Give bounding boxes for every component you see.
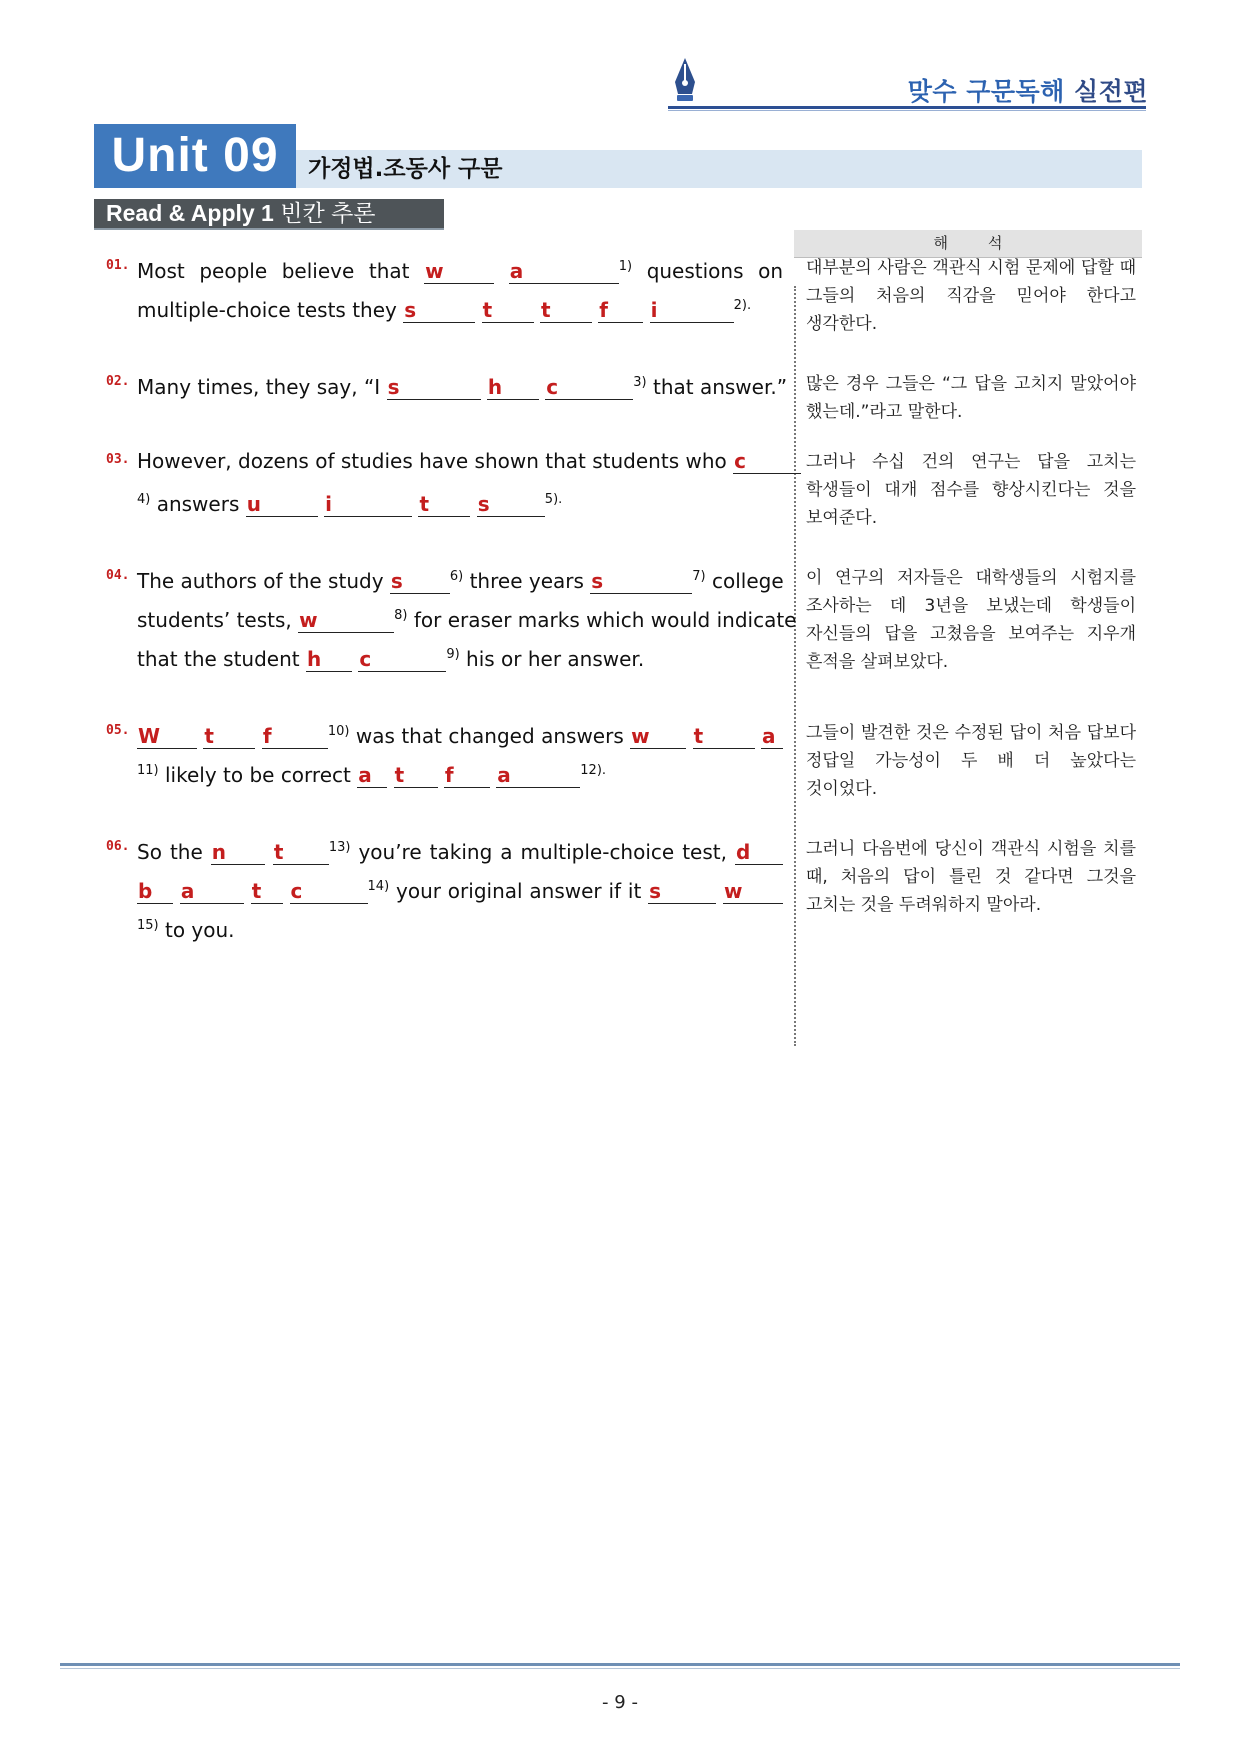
answer-blank[interactable]: a	[761, 724, 783, 749]
question-number: 05.	[106, 723, 130, 738]
question-line	[137, 252, 783, 286]
question-line	[137, 485, 783, 519]
header-rule	[668, 106, 1146, 109]
answer-blank[interactable]: w	[630, 724, 686, 749]
question-line	[137, 446, 783, 476]
header-rule-thin	[668, 110, 1146, 111]
unit-title: Unit 09	[94, 124, 296, 188]
brand-title-part1: 맞수 구문독해	[907, 77, 1065, 106]
blank-number: 13)	[328, 840, 351, 855]
answer-blank[interactable]: s	[477, 492, 545, 517]
question-number: 06.	[106, 839, 130, 854]
answer-blank[interactable]: t	[273, 840, 329, 865]
answer-blank[interactable]: s	[590, 569, 692, 594]
blank-number: 5).	[544, 492, 563, 507]
answer-blank[interactable]: t	[203, 724, 255, 749]
question-line	[137, 911, 783, 945]
sentence-text: your original answer if it	[396, 879, 642, 903]
sentence-text: However, dozens of studies have shown that students who	[137, 449, 727, 473]
sentence-text: to you.	[164, 918, 235, 942]
answer-blank[interactable]: f	[262, 724, 328, 749]
blank-number: 12).	[580, 763, 607, 778]
blank-number: 1)	[618, 259, 633, 274]
answer-blank[interactable]: w	[424, 259, 494, 284]
answer-blank[interactable]: t	[394, 763, 438, 788]
answer-blank[interactable]: h	[306, 647, 352, 672]
brand-title	[908, 72, 1148, 108]
answer-blank[interactable]: u	[246, 492, 318, 517]
answer-blank[interactable]: t	[482, 298, 534, 323]
answer-blank[interactable]: t	[693, 724, 755, 749]
blank-number: 10)	[327, 724, 350, 739]
answer-blank[interactable]: w	[723, 879, 783, 904]
answer-blank[interactable]: c	[733, 449, 801, 474]
answer-blank[interactable]: s	[648, 879, 716, 904]
answer-blank[interactable]: i	[324, 492, 412, 517]
question-number: 01.	[106, 258, 130, 273]
sentence-text: Many times, they say, “I	[137, 375, 381, 399]
question-line	[137, 756, 783, 790]
answer-blank[interactable]: h	[487, 375, 539, 400]
answer-blank[interactable]: s	[387, 375, 481, 400]
blank-number: 6)	[449, 569, 464, 584]
sentence-text: you’re taking a multiple-choice test,	[358, 840, 727, 864]
korean-translation: 이 연구의 저자들은 대학생들의 시험지를 조사하는 데 3년을 보냈는데 학생들이 자신들의 답을 고쳤음을 보여주는 지우개 흔적을 살펴보았다.	[806, 568, 1136, 672]
blank-number: 3)	[633, 375, 647, 390]
section-label-shadow	[94, 228, 444, 230]
page-number: - 9 -	[602, 1692, 638, 1713]
question-number: 02.	[106, 374, 130, 389]
answer-blank[interactable]: a	[496, 763, 580, 788]
section-label	[94, 199, 444, 228]
sentence-text: questions on	[646, 259, 784, 283]
unit-subtitle: 가정법.조동사 구문	[308, 156, 503, 182]
sentence-text: that answer.”	[652, 375, 788, 399]
sentence-text: students’ tests,	[137, 608, 292, 632]
sentence-text: his or her answer.	[466, 647, 645, 671]
section-label-en: Read & Apply 1	[106, 200, 274, 226]
question-number: 03.	[106, 452, 130, 467]
sentence-text: for eraser marks which would indicate	[413, 608, 797, 632]
sentence-text: Most people believe that	[137, 259, 410, 283]
answer-blank[interactable]: a	[180, 879, 244, 904]
korean-translation: 그들이 발견한 것은 수정된 답이 처음 답보다 정답일 가능성이 두 배 더 높았다는 것이었다.	[806, 723, 1136, 799]
footer-rule-thin	[60, 1668, 1180, 1669]
question-line	[137, 640, 783, 674]
answer-blank[interactable]: t	[251, 879, 283, 904]
blank-number: 15)	[137, 918, 159, 933]
question-line	[137, 368, 788, 402]
question-number: 04.	[106, 568, 130, 583]
answer-blank[interactable]: f	[444, 763, 490, 788]
blank-number: 14)	[367, 879, 390, 894]
answer-blank[interactable]: W	[137, 724, 197, 749]
question-line	[137, 601, 797, 635]
brand-title-part2: 실전편	[1074, 77, 1148, 106]
blank-number: 7)	[692, 569, 706, 584]
question-line	[137, 872, 783, 906]
blank-number: 11)	[137, 763, 159, 778]
blank-number: 2).	[733, 298, 752, 313]
section-label-ko: 빈칸 추론	[280, 200, 376, 226]
korean-translation: 그러니 다음번에 당신이 객관식 시험을 치를 때, 처음의 답이 틀린 것 같다면 그것을 고치는 것을 두려워하지 말아라.	[806, 839, 1136, 915]
answer-blank[interactable]: i	[650, 298, 734, 323]
question-line	[137, 717, 783, 751]
blank-number: 9)	[446, 647, 460, 662]
translation-header: 해석	[794, 230, 1142, 258]
pen-nib-logo-icon	[670, 56, 700, 104]
answer-blank[interactable]: a	[357, 763, 387, 788]
sentence-text: multiple-choice tests they	[137, 298, 397, 322]
sentence-text: answers	[156, 492, 240, 516]
question-line	[137, 291, 783, 325]
blank-number: 8)	[394, 608, 408, 623]
sentence-text: The authors of the study	[137, 569, 384, 593]
blank-number: 4)	[137, 492, 151, 507]
answer-blank[interactable]: n	[211, 840, 265, 865]
answer-blank[interactable]: f	[598, 298, 643, 323]
answer-blank[interactable]: s	[403, 298, 475, 323]
sentence-text: was that changed answers	[355, 724, 624, 748]
sentence-text: likely to be correct	[164, 763, 351, 787]
answer-blank[interactable]: d	[735, 840, 783, 865]
answer-blank[interactable]: c	[545, 375, 633, 400]
answer-blank[interactable]: t	[540, 298, 592, 323]
answer-blank[interactable]: s	[390, 569, 450, 594]
answer-blank[interactable]: w	[298, 608, 394, 633]
question-line	[137, 833, 783, 867]
column-divider	[794, 286, 796, 1046]
sentence-text: three years	[469, 569, 584, 593]
answer-blank[interactable]: b	[137, 879, 173, 904]
answer-blank[interactable]: c	[290, 879, 368, 904]
footer-rule	[60, 1663, 1180, 1666]
sentence-text: that the student	[137, 647, 300, 671]
korean-translation: 그러나 수십 건의 연구는 답을 고치는 학생들이 대개 점수를 향상시킨다는 것을 보여준다.	[806, 452, 1136, 528]
sentence-text: college	[711, 569, 784, 593]
korean-translation: 대부분의 사람은 객관식 시험 문제에 답할 때 그들의 처음의 직감을 믿어야 한다고 생각한다.	[806, 258, 1136, 334]
question-line	[137, 562, 783, 596]
answer-blank[interactable]: c	[358, 647, 446, 672]
answer-blank[interactable]: t	[418, 492, 470, 517]
sentence-text: So the	[137, 840, 203, 864]
answer-blank[interactable]: a	[509, 259, 619, 284]
korean-translation: 많은 경우 그들은 “그 답을 고치지 말았어야 했는데.”라고 말한다.	[806, 374, 1136, 422]
